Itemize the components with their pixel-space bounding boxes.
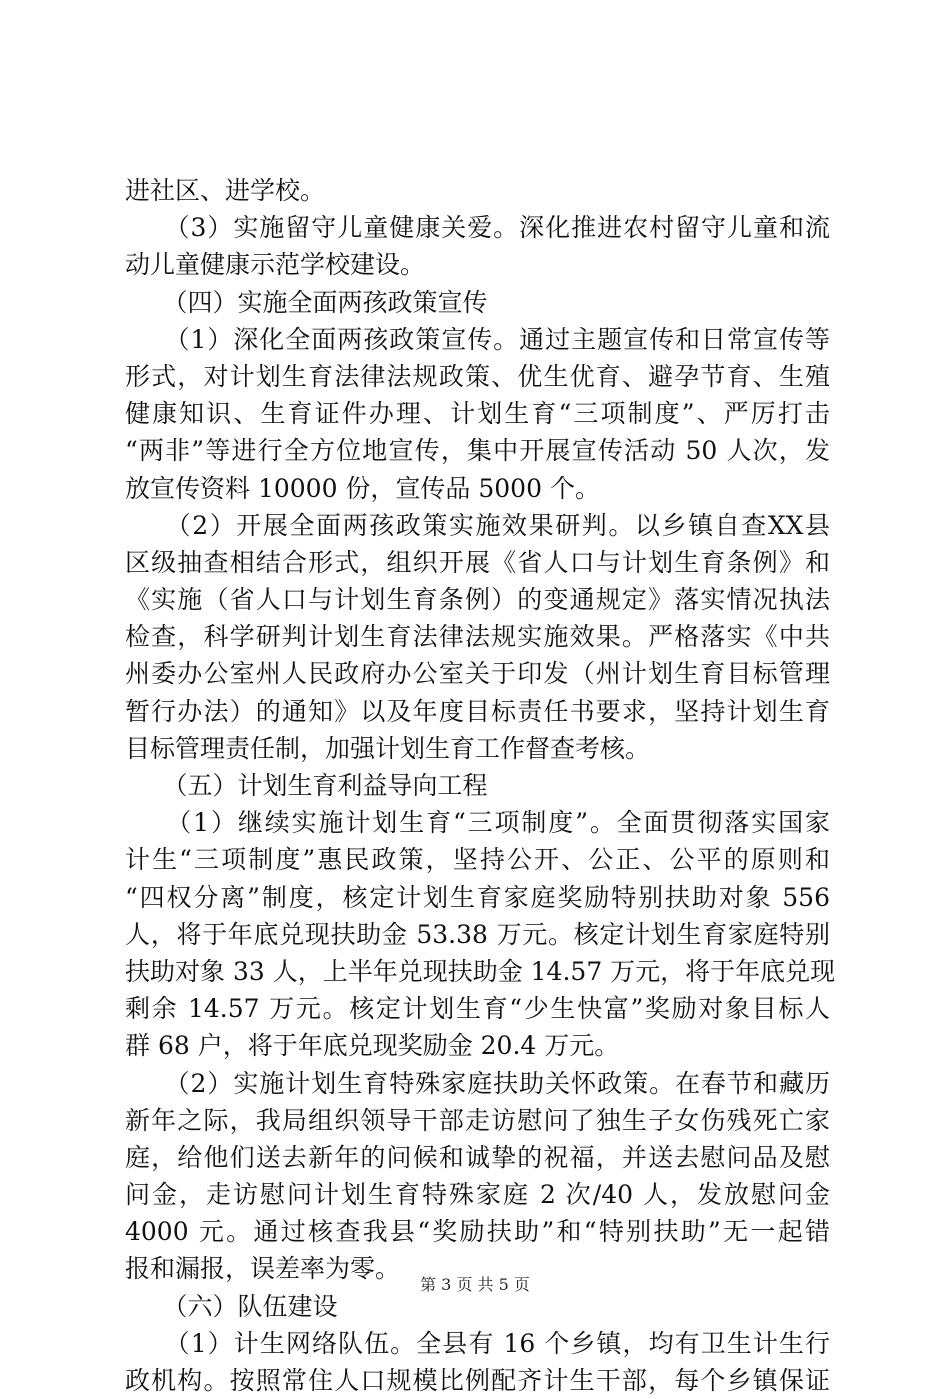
- page-footer: 第 3 页 共 5 页: [420, 1275, 530, 1294]
- text-line: （2）开展全面两孩政策实施效果研判。以乡镇自查XX县: [125, 510, 830, 540]
- text-line: 州委办公室州人民政府办公室关于印发（州计划生育目标管理: [125, 659, 830, 689]
- text-line: （1）继续实施计划生育“三项制度”。全面贯彻落实国家: [125, 808, 830, 838]
- document-body: [125, 172, 836, 1399]
- text-line: 扶助对象 33 人，上半年兑现扶助金 14.57 万元，将于年底兑现: [125, 956, 836, 986]
- text-line: “四权分离”制度，核定计划生育家庭奖励特别扶助对象 556: [125, 882, 830, 912]
- text-line: 形式，对计划生育法律法规政策、优生优育、避孕节育、生殖: [125, 361, 830, 391]
- text-line: （1）深化全面两孩政策宣传。通过主题宣传和日常宣传等: [125, 324, 830, 354]
- text-line: 剩余 14.57 万元。核定计划生育“少生快富”奖励对象目标人: [125, 994, 830, 1024]
- text-line: 政机构。按照常住人口规模比例配齐计生干部，每个乡镇保证: [125, 1366, 830, 1395]
- text-line: “两非”等进行全方位地宣传，集中开展宣传活动 50 人次，发: [125, 436, 830, 466]
- text-line: （四）实施全面两孩政策宣传: [125, 287, 488, 317]
- text-line: 新年之际，我局组织领导干部走访慰问了独生子女伤残死亡家: [125, 1105, 830, 1135]
- text-line: 目标管理责任制，加强计划生育工作督查考核。: [125, 733, 651, 763]
- text-line: 检查，科学研判计划生育法律法规实施效果。严格落实《中共: [125, 622, 830, 652]
- text-line: （五）计划生育利益导向工程: [125, 771, 488, 800]
- text-line: 暂行办法）的通知》以及年度目标责任书要求，坚持计划生育: [125, 696, 830, 726]
- text-line: 放宣传资料 10000 份，宣传品 5000 个。: [125, 473, 600, 503]
- text-line: 进社区、进学校。: [125, 176, 326, 205]
- text-line: （2）实施计划生育特殊家庭扶助关怀政策。在春节和藏历: [125, 1068, 830, 1098]
- text-line: 健康知识、生育证件办理、计划生育“三项制度”、严厉打击: [125, 399, 830, 429]
- text-line: 动儿童健康示范学校建设。: [125, 250, 426, 280]
- text-line: 人，将于年底兑现扶助金 53.38 万元。核定计划生育家庭特别: [125, 919, 830, 949]
- text-line: 报和漏报，误差率为零。: [125, 1254, 401, 1284]
- text-line: 4000 元。通过核查我县“奖励扶助”和“特别扶助”无一起错: [125, 1217, 830, 1247]
- text-line: （1）计生网络队伍。全县有 16 个乡镇，均有卫生计生行: [125, 1328, 830, 1358]
- text-line: 计生“三项制度”惠民政策，坚持公开、公正、公平的原则和: [125, 845, 830, 875]
- text-line: （3）实施留守儿童健康关爱。深化推进农村留守儿童和流: [125, 213, 830, 243]
- text-line: （六）队伍建设: [125, 1291, 338, 1321]
- text-line: 区级抽查相结合形式，组织开展《省人口与计划生育条例》和: [125, 547, 830, 577]
- text-line: 《实施（省人口与计划生育条例）的变通规定》落实情况执法: [125, 585, 830, 615]
- text-line: 问金，走访慰问计划生育特殊家庭 2 次/40 人，发放慰问金: [125, 1180, 830, 1210]
- text-line: 群 68 户，将于年底兑现奖励金 20.4 万元。: [125, 1031, 620, 1061]
- text-line: 庭，给他们送去新年的问候和诚挚的祝福，并送去慰问品及慰: [125, 1142, 830, 1172]
